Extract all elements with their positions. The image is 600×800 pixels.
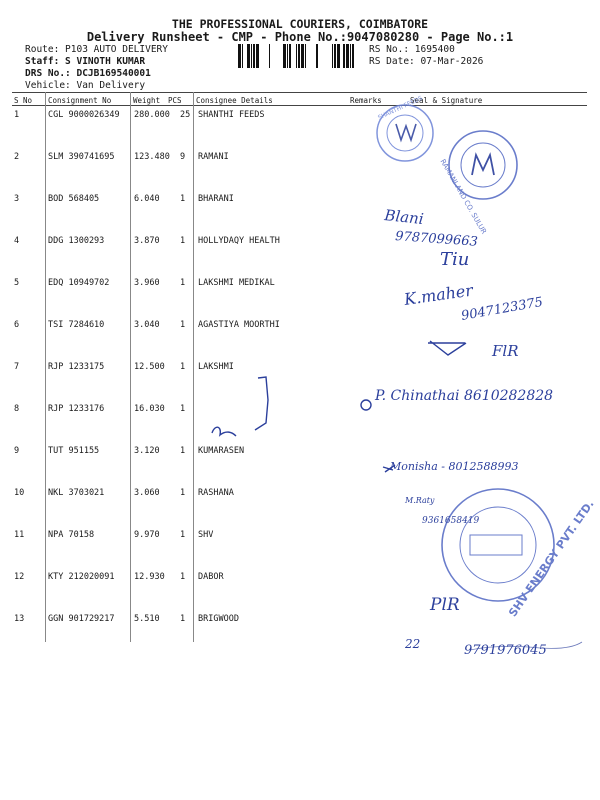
row-pcs: 1 — [180, 530, 186, 540]
signature-row8-stroke — [255, 377, 268, 430]
row-consignee: AGASTIYA MOORTHI — [198, 320, 280, 330]
row-pcs: 1 — [180, 236, 186, 246]
sign-row3: Blani — [383, 206, 425, 229]
row-weight: 3.040 — [134, 320, 160, 330]
row-pcs: 1 — [180, 446, 186, 456]
sign-row11a: M.Raty — [405, 496, 435, 505]
row-sno: 3 — [14, 194, 20, 204]
strike-mark-row6 — [428, 341, 466, 355]
rs-number: RS No.: 1695400 — [369, 44, 455, 55]
sign-row9: Monisha - 8012588993 — [390, 460, 519, 473]
row-sno: 2 — [14, 152, 20, 162]
vehicle-label: Vehicle: Van Delivery — [25, 80, 146, 91]
row-sno: 7 — [14, 362, 20, 372]
circle-mark-row8 — [361, 400, 371, 410]
row-sno: 6 — [14, 320, 20, 330]
sign-row8: P. Chinathai 8610282828 — [375, 388, 554, 404]
row-pcs: 1 — [180, 278, 186, 288]
shanthi-stamp-text: SHANTHI FEEDS — [376, 94, 424, 122]
row-weight: 3.960 — [134, 278, 160, 288]
phone-row5: 9047123375 — [460, 294, 545, 324]
row-consignee: LAKSHMI — [198, 362, 234, 372]
row-weight: 9.970 — [134, 530, 160, 540]
row-weight: 5.510 — [134, 614, 160, 624]
row-consignee: RASHANA — [198, 488, 234, 498]
col-sno: S No — [14, 96, 33, 105]
row-consignee: BHARANI — [198, 194, 234, 204]
row-weight: 123.480 — [134, 152, 170, 162]
row-consignee: RAMANI — [198, 152, 229, 162]
row-consignment: DDG 1300293 — [48, 236, 105, 246]
col-pcs: PCS — [168, 96, 182, 105]
phone-row11: 9361658419 — [422, 516, 480, 526]
row-consignment: CGL 9000026349 — [48, 110, 120, 120]
row-weight: 16.030 — [134, 404, 165, 414]
row-consignee: KUMARASEN — [198, 446, 245, 456]
col-seal: Seal & Signature — [410, 96, 483, 105]
row-pcs: 9 — [180, 152, 186, 162]
row-sno: 13 — [14, 614, 25, 624]
row-weight: 12.500 — [134, 362, 165, 372]
row-weight: 3.870 — [134, 236, 160, 246]
row-consignee: HOLLYDAQY HEALTH — [198, 236, 280, 246]
route-label: Route: P103 AUTO DELIVERY — [25, 44, 168, 55]
row-consignment: KTY 212020091 — [48, 572, 115, 582]
energy-stamp-text: SHV ENERGY PVT. LTD. — [506, 497, 597, 620]
row-consignment: RJP 1233176 — [48, 404, 105, 414]
row-consignee: SHV — [198, 530, 214, 540]
row-weight: 280.000 — [134, 110, 170, 120]
row-pcs: 1 — [180, 488, 186, 498]
company-title: THE PROFESSIONAL COURIERS, COIMBATORE — [171, 17, 429, 31]
row-consignee: SHANTHI FEEDS — [198, 110, 265, 120]
row-consignment: GGN 901729217 — [48, 614, 115, 624]
row-pcs: 1 — [180, 404, 186, 414]
row-pcs: 1 — [180, 572, 186, 582]
row-sno: 10 — [14, 488, 25, 498]
row-consignment: EDQ 10949702 — [48, 278, 110, 288]
row-weight: 6.040 — [134, 194, 160, 204]
phone-row3: 9787099663 — [394, 229, 479, 250]
row-consignee: LAKSHMI MEDIKAL — [198, 278, 275, 288]
sign-row13a: 22 — [405, 637, 421, 651]
shanthi-stamp — [377, 95, 433, 161]
col-weight: Weight — [133, 96, 161, 105]
energy-stamp — [442, 489, 597, 619]
ramani-stamp-text: RAMANI AND CO. SULUR — [438, 157, 488, 236]
row-sno: 8 — [14, 404, 20, 414]
phone-row13: 9791976045 — [464, 643, 547, 658]
row-pcs: 1 — [180, 194, 186, 204]
sign-row5: K.maher — [402, 280, 475, 309]
row-sno: 11 — [14, 530, 25, 540]
row-pcs: 1 — [180, 614, 186, 624]
row-consignment: TSI 7284610 — [48, 320, 105, 330]
row-consignment: TUT 951155 — [48, 446, 100, 456]
row-weight: 12.930 — [134, 572, 165, 582]
staff-label: Staff: S VINOTH KUMAR — [25, 56, 146, 67]
sign-row12: PlR — [430, 595, 460, 615]
drs-label: DRS No.: DCJB169540001 — [25, 68, 151, 79]
row-consignee: DABOR — [198, 572, 224, 582]
row-consignment: NPA 70158 — [48, 530, 95, 540]
row-sno: 1 — [14, 110, 20, 120]
rs-date: RS Date: 07-Mar-2026 — [369, 56, 484, 67]
sign-row4: Tiu — [440, 249, 470, 270]
row-consignment: BOD 568405 — [48, 194, 100, 204]
row-pcs: 1 — [180, 320, 186, 330]
row-sno: 5 — [14, 278, 20, 288]
row-pcs: 25 — [180, 110, 191, 120]
signature-row8-loop — [212, 427, 236, 436]
row-consignment: SLM 390741695 — [48, 152, 115, 162]
row-consignee: BRIGWOOD — [198, 614, 239, 624]
row-weight: 3.120 — [134, 446, 160, 456]
col-consignee: Consignee Details — [196, 96, 273, 105]
runsheet-subtitle: Delivery Runsheet - CMP - Phone No.:9047080280 - Page No.:1 — [86, 30, 514, 44]
row-consignment: NKL 3703021 — [48, 488, 105, 498]
row-sno: 12 — [14, 572, 25, 582]
row-pcs: 1 — [180, 362, 186, 372]
row-sno: 9 — [14, 446, 20, 456]
sign-row6: FlR — [492, 342, 519, 360]
ramani-stamp — [438, 131, 517, 236]
col-consignment: Consignment No — [48, 96, 112, 105]
row-weight: 3.060 — [134, 488, 160, 498]
row-sno: 4 — [14, 236, 20, 246]
row-consignment: RJP 1233175 — [48, 362, 105, 372]
col-remarks: Remarks — [350, 96, 382, 105]
